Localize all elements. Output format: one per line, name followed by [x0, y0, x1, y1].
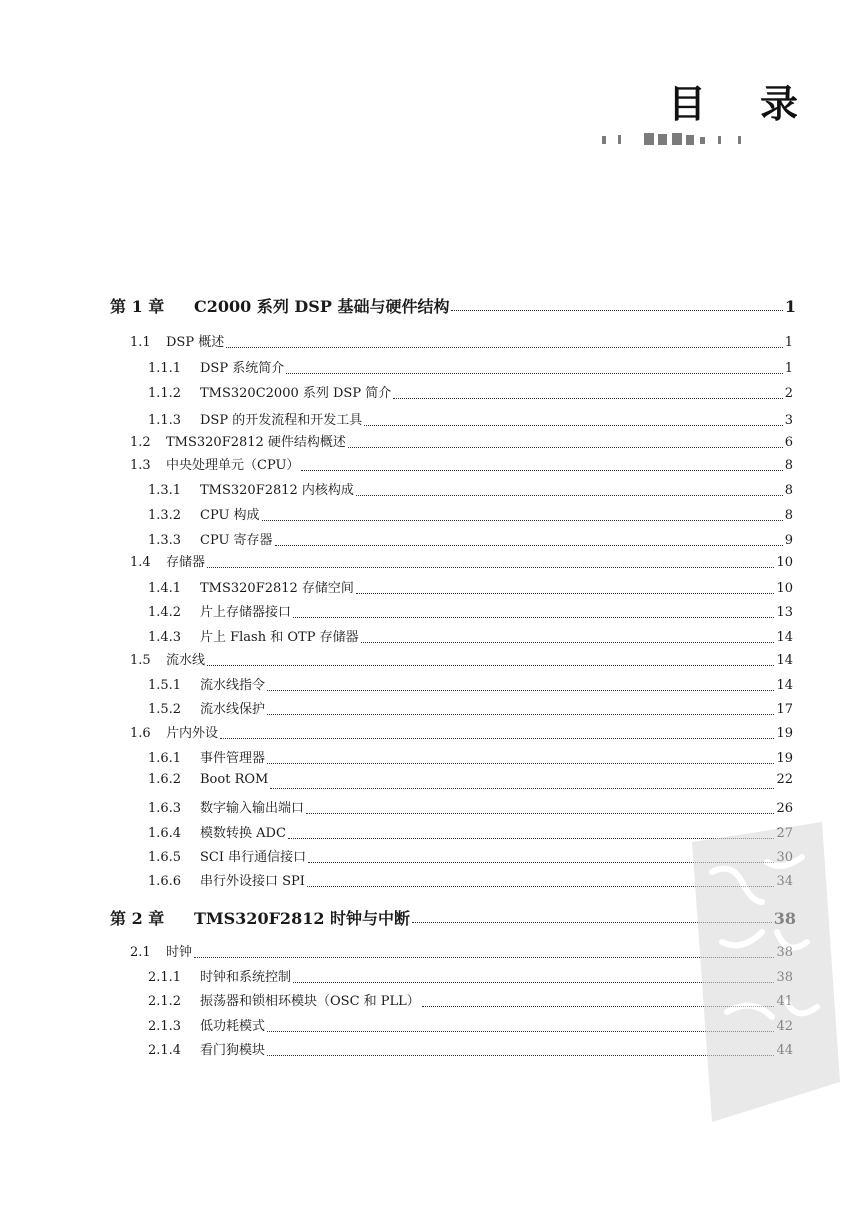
toc-leader-dots — [348, 447, 783, 448]
toc-entry-page: 19 — [776, 751, 793, 766]
toc-entry-number: 1.1.1 — [148, 361, 182, 376]
toc-entry-title: CPU 构成 — [200, 508, 260, 523]
toc-leader-dots — [286, 373, 783, 374]
toc-entry-subsection — [148, 698, 793, 720]
toc-entry-subsection — [148, 577, 793, 599]
toc-entry-title: 数字输入输出端口 — [200, 801, 305, 816]
toc-entry-number: 2.1.3 — [148, 1019, 182, 1034]
toc-entry-title: C2000 系列 DSP 基础与硬件结构 — [194, 297, 450, 316]
toc-entry-title: 流水线指令 — [200, 678, 266, 693]
toc-entry-subsection — [148, 504, 793, 526]
toc-entry-page: 13 — [776, 605, 793, 620]
toc-entry-number: 1.1 — [130, 335, 151, 350]
toc-entry-title: 片上 Flash 和 OTP 存储器 — [200, 630, 359, 645]
toc-entry-number: 1.4.1 — [148, 581, 182, 596]
toc-leader-dots — [262, 520, 783, 521]
toc-entry-number: 1.2 — [130, 435, 151, 450]
toc-entry-subsection — [148, 479, 793, 501]
toc-entry-title: DSP 概述 — [166, 335, 225, 350]
toc-entry-page: 8 — [784, 458, 793, 473]
toc-entry-number: 1.3 — [130, 458, 151, 473]
toc-entry-page: 10 — [776, 555, 793, 570]
toc-leader-dots — [207, 665, 774, 666]
toc-entry-title: 中央处理单元（CPU） — [166, 458, 300, 473]
toc-entry-number: 1.6.5 — [148, 850, 182, 865]
toc-leader-dots — [207, 567, 774, 568]
toc-entry-section — [130, 331, 793, 353]
toc-entry-title: TMS320C2000 系列 DSP 简介 — [200, 386, 392, 401]
toc-entry-title: 时钟和系统控制 — [200, 970, 292, 985]
toc-entry-number: 1.5 — [130, 653, 151, 668]
toc-entry-page: 2 — [784, 386, 793, 401]
toc-entry-subsection — [148, 797, 793, 819]
toc-entry-page: 6 — [784, 435, 793, 450]
toc-entry-chapter — [110, 294, 796, 316]
toc-leader-dots — [451, 310, 782, 311]
toc-leader-dots — [356, 593, 775, 594]
toc-leader-dots — [361, 642, 775, 643]
toc-entry-page: 8 — [784, 508, 793, 523]
toc-entry-section — [130, 722, 793, 744]
toc-entry-subsection — [148, 357, 793, 379]
toc-entry-title: DSP 系统简介 — [200, 361, 285, 376]
toc-entry-subsection — [148, 409, 793, 431]
toc-entry-title: SCI 串行通信接口 — [200, 850, 307, 865]
toc-entry-number: 1.1.2 — [148, 386, 182, 401]
toc-entry-page: 1 — [784, 297, 796, 316]
page-title-char-1: 目 — [668, 81, 707, 126]
toc-entry-page: 9 — [784, 533, 793, 548]
toc-entry-subsection — [148, 601, 793, 623]
toc-leader-dots — [306, 813, 774, 814]
toc-leader-dots — [364, 425, 783, 426]
toc-entry-page: 1 — [784, 361, 793, 376]
toc-entry-title: 流水线保护 — [200, 702, 266, 717]
toc-entry-title: 看门狗模块 — [200, 1043, 266, 1058]
toc-entry-subsection — [148, 747, 793, 769]
toc-entry-page: 14 — [776, 678, 793, 693]
toc-leader-dots — [220, 738, 774, 739]
toc-entry-number: 2.1.1 — [148, 970, 182, 985]
toc-entry-number: 1.5.1 — [148, 678, 182, 693]
toc-entry-page: 1 — [784, 335, 793, 350]
toc-entry-page: 22 — [776, 772, 793, 787]
library-stamp-watermark — [672, 822, 840, 1122]
toc-entry-section — [130, 431, 793, 453]
toc-entry-section — [130, 551, 793, 573]
toc-entry-number: 2.1 — [130, 945, 151, 960]
toc-entry-title: 流水线 — [166, 653, 206, 668]
toc-leader-dots — [356, 495, 783, 496]
toc-entry-page: 14 — [776, 653, 793, 668]
toc-leader-dots — [226, 347, 783, 348]
toc-entry-number: 1.4 — [130, 555, 151, 570]
toc-entry-page: 3 — [784, 413, 793, 428]
toc-entry-title: DSP 的开发流程和开发工具 — [200, 413, 363, 428]
toc-entry-page: 17 — [776, 702, 793, 717]
toc-entry-page: 10 — [776, 581, 793, 596]
toc-entry-number: 1.6.4 — [148, 826, 182, 841]
toc-entry-number: 1.5.2 — [148, 702, 182, 717]
toc-leader-dots — [293, 617, 774, 618]
toc-entry-title: 模数转换 ADC — [200, 826, 286, 841]
toc-entry-title: 振荡器和锁相环模块（OSC 和 PLL） — [200, 994, 420, 1009]
toc-entry-title: 片上存储器接口 — [200, 605, 292, 620]
toc-entry-number: 1.6.6 — [148, 874, 182, 889]
toc-leader-dots — [267, 763, 774, 764]
toc-entry-number: 1.6.3 — [148, 801, 182, 816]
toc-entry-title: TMS320F2812 内核构成 — [200, 483, 354, 498]
toc-entry-number: 1.4.3 — [148, 630, 182, 645]
toc-entry-title: 低功耗模式 — [200, 1019, 266, 1034]
toc-entry-title: TMS320F2812 时钟与中断 — [194, 909, 411, 928]
toc-entry-subsection — [148, 529, 793, 551]
toc-entry-subsection — [148, 772, 793, 794]
toc-entry-section — [130, 454, 793, 476]
toc-leader-dots — [275, 545, 783, 546]
toc-entry-page: 19 — [776, 726, 793, 741]
toc-entry-page: 14 — [776, 630, 793, 645]
toc-entry-title: 事件管理器 — [200, 751, 266, 766]
toc-entry-number: 2.1.2 — [148, 994, 182, 1009]
toc-leader-dots — [267, 690, 774, 691]
toc-entry-number: 1.3.2 — [148, 508, 182, 523]
toc-entry-section — [130, 649, 793, 671]
toc-entry-title: 存储器 — [166, 555, 206, 570]
toc-entry-subsection — [148, 626, 793, 648]
toc-entry-number: 1.3.1 — [148, 483, 182, 498]
toc-entry-number: 第 1 章 — [110, 297, 165, 316]
toc-entry-subsection — [148, 674, 793, 696]
toc-entry-number: 第 2 章 — [110, 909, 165, 928]
toc-entry-page: 26 — [776, 801, 793, 816]
toc-entry-number: 1.6.2 — [148, 772, 182, 787]
page-title-char-2: 录 — [759, 81, 798, 126]
toc-leader-dots — [393, 398, 783, 399]
toc-entry-subsection — [148, 382, 793, 404]
toc-entry-number: 1.6.1 — [148, 751, 182, 766]
toc-entry-number: 1.6 — [130, 726, 151, 741]
toc-entry-title: 时钟 — [166, 945, 193, 960]
toc-entry-page: 8 — [784, 483, 793, 498]
toc-entry-title: Boot ROM — [200, 772, 269, 787]
toc-entry-title: CPU 寄存器 — [200, 533, 273, 548]
toc-entry-title: 片内外设 — [166, 726, 219, 741]
toc-entry-title: TMS320F2812 硬件结构概述 — [166, 435, 346, 450]
toc-entry-number: 1.3.3 — [148, 533, 182, 548]
toc-entry-title: 串行外设接口 SPI — [200, 874, 305, 889]
toc-entry-number: 2.1.4 — [148, 1043, 182, 1058]
toc-leader-dots — [267, 714, 774, 715]
toc-leader-dots — [270, 788, 774, 789]
toc-entry-title: TMS320F2812 存储空间 — [200, 581, 354, 596]
toc-leader-dots — [301, 470, 782, 471]
toc-entry-number: 1.4.2 — [148, 605, 182, 620]
toc-entry-number: 1.1.3 — [148, 413, 182, 428]
